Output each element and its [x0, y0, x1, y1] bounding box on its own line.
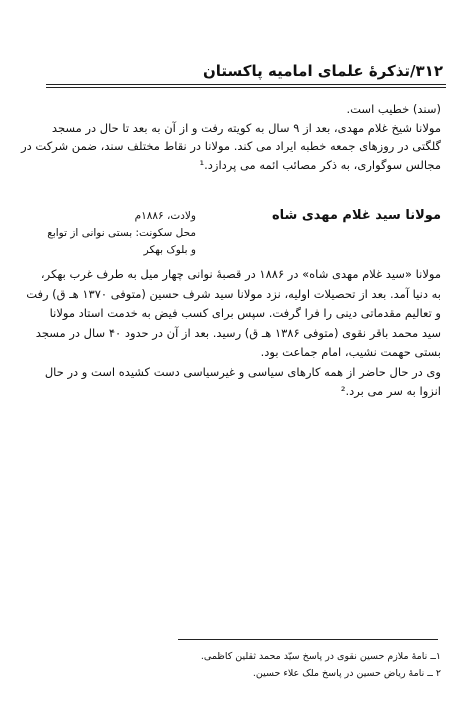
intro-line: مولانا شیخ غلام مهدی، بعد از ۹ سال به کویته رفت و از آن به بعد تا حال در مسجد: [51, 120, 441, 135]
body-paragraph: [26, 265, 441, 402]
running-head: ۳۱۲/تذکرۀ علمای امامیه پاکستان: [202, 62, 443, 80]
residence-line: و بلوک بهکر: [143, 244, 196, 256]
residence-line: محل سکونت: بستی نوانی از توابع: [47, 227, 196, 239]
footnote-rule: [178, 639, 438, 640]
footnote-item: ۱ــ نامۀ ملازم حسین نقوی در پاسخ سیّد محمد ثقلین کاظمی.: [200, 651, 441, 662]
entry-meta: [31, 208, 196, 259]
body-line: انزوا به سر می برد.²: [340, 384, 441, 398]
entry-title: مولانا سید غلام مهدی شاه: [271, 208, 441, 223]
body-line: مولانا «سید غلام مهدی شاه» در ۱۸۸۶ در قصبۀ نوانی چهار میل به طرف غرب بهکر،: [40, 267, 441, 281]
birth-line: ولادت، ۱۸۸۶م: [134, 210, 196, 222]
entry-heading: [31, 208, 441, 268]
header-rule-top: [46, 84, 446, 85]
intro-paragraph: [21, 100, 441, 174]
body-line: و تعالیم مقدماتی دینی را فرا گرفت. سپس برای کسب فیض به خدمت استاد مولانا: [49, 306, 441, 320]
body-line: وی در حال حاضر از همه کارهای سیاسی و غیرسیاسی دست کشیده است و در حال: [44, 364, 441, 379]
footnotes: [141, 648, 441, 682]
intro-line: گلگتی در روزهای جمعه خطبه ایراد می کند. مولانا در نقاط مختلف سند، ضمن شرکت در: [21, 139, 441, 153]
body-line: بستی حهمت نشیب، امام جماعت بود.: [260, 345, 441, 359]
header-rule-bottom: [46, 87, 446, 88]
body-line: سید محمد باقر نقوی (متوفی ۱۳۸۶ هـ ق) رسید. بعد از آن در حدود ۴۰ سال در مسجد: [35, 325, 441, 340]
body-line: به دنیا آمد. بعد از تحصیلات اولیه، نزد مولانا سید شرف حسین (متوفی ۱۳۷۰ هـ ق) رفت: [26, 286, 441, 301]
footnote-item: ۲ ــ نامۀ ریاض حسین در پاسخ ملک علاء حسین.: [252, 668, 441, 679]
intro-line: مجالس سوگواری، به ذکر مصائب ائمه می پردازد.¹: [199, 157, 441, 172]
intro-line: (سند) خطیب است.: [346, 102, 441, 116]
